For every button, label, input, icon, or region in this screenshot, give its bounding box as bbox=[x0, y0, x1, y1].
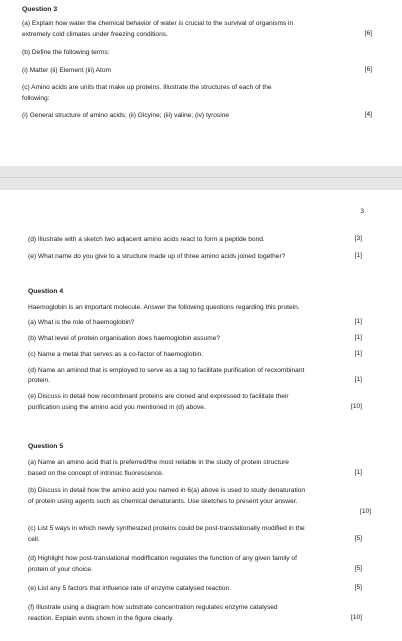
q5c-line-1: (c) List 5 ways in which newly synthesized proteins could be post-translationally modified in the bbox=[28, 525, 305, 532]
q4d-line-1: (d) Name an aminod that is employed to serve as a tag to facilitate purification of recxombinant bbox=[28, 367, 305, 374]
q3d-text: (d) Illustrate with a sketch two adjacent amino acids react to form a peptide bond. bbox=[28, 236, 265, 243]
q3c-items: (i) General structure of amino acids; (ii) Glcyine; (iii) valine; (iv) tyrosine bbox=[22, 112, 230, 119]
q4b-text: (b) What level of protein organisation does haemoglobin assume? bbox=[28, 335, 221, 342]
q3e-text: (e) What name do you give to a structure made up of three amino acids joined together? bbox=[28, 253, 286, 260]
question-3-heading: Question 3 bbox=[22, 6, 58, 13]
q4e-line-2: purification using the amino acid you mentioned in (d) above. bbox=[28, 404, 206, 411]
q5c-mark: [5] bbox=[354, 535, 362, 542]
q3b-line: (b) Define the following terms: bbox=[22, 49, 110, 56]
q4c-mark: [1] bbox=[354, 350, 362, 357]
q3a-marks: [6] bbox=[364, 30, 372, 37]
separator-line bbox=[0, 177, 402, 178]
q5f-mark: [10] bbox=[351, 614, 362, 621]
q5b-line-1: (b) Discuss in detail how the amino acid you named in 6(a) above is used to study denaturation bbox=[28, 487, 306, 494]
page-2 bbox=[0, 190, 402, 641]
q4a-mark: [1] bbox=[354, 318, 362, 325]
q4d-mark: [1] bbox=[354, 376, 362, 383]
q4d-line-2: protein. bbox=[28, 377, 50, 384]
page-number: 3 bbox=[360, 208, 364, 215]
q5d-mark: [5] bbox=[354, 565, 362, 572]
q3c-line-2: following: bbox=[22, 95, 50, 102]
q5c-line-2: cell. bbox=[28, 536, 40, 543]
q5a-mark: [1] bbox=[354, 469, 362, 476]
q3d-mark: [3] bbox=[354, 235, 362, 242]
q5f-line-1: (f) Illustrate using a diagram how substrate concentration regulates enzyme catalysed bbox=[28, 604, 278, 611]
q5e-mark: [5] bbox=[354, 584, 362, 591]
q4a-text: (a) What is the role of haemoglobin? bbox=[28, 319, 135, 326]
q4-intro: Haemoglobin is an important molecule. Answer the following questions regarding this protein. bbox=[28, 304, 300, 311]
q5d-line-2: protein of your choice. bbox=[28, 566, 93, 573]
q3b-marks: [6] bbox=[364, 66, 372, 73]
q4e-mark: [10] bbox=[351, 403, 362, 410]
q5e-text: (e) List any 5 factors that influence rate of enzyme catalysed reaction. bbox=[28, 585, 232, 592]
q3e-mark: [1] bbox=[354, 252, 362, 259]
q4b-mark: [1] bbox=[354, 334, 362, 341]
question-5-heading: Question 5 bbox=[28, 443, 64, 450]
page-1 bbox=[0, 0, 402, 166]
page-separator bbox=[0, 166, 402, 190]
q4e-line-1: (e) Discuss in detail how recombinant proteins are cloned and expressed to facilitate their bbox=[28, 393, 289, 400]
q3a-line-1: (a) Explain how water the chemical behavior of water is crucial to the survival of organisms in bbox=[22, 20, 294, 27]
q3b-terms: (i) Matter (ii) Element (iii) Atom bbox=[22, 67, 112, 74]
q5f-line-2: reaction. Explain evnts shown in the figure clearly. bbox=[28, 615, 174, 622]
q5b-line-2: of protein using agents such as chemical denaturants. Use sketches to present your answer. bbox=[28, 498, 298, 505]
q5b-mark: [10] bbox=[360, 508, 371, 515]
q5a-line-1: (a) Name an amino acid that is preferred/the most reliable in the study of protein structure bbox=[28, 459, 289, 466]
q3a-line-2: extremely cold climates under freezing conditions. bbox=[22, 31, 168, 38]
q5d-line-1: (d) Highlight how post-translational modiffication regulates the function of any given family of bbox=[28, 555, 297, 562]
question-4-heading: Question 4 bbox=[28, 288, 64, 295]
q3c-line-1: (c) Amino acids are units that make up proteins. Illustrate the structures of each of the bbox=[22, 84, 272, 91]
q5a-line-2: based on the concept of intrinsic fluorescence. bbox=[28, 470, 164, 477]
q3c-marks: [4] bbox=[364, 111, 372, 118]
q4c-text: (c) Name a metal that serves as a co-factor of haemoglobin. bbox=[28, 351, 204, 358]
